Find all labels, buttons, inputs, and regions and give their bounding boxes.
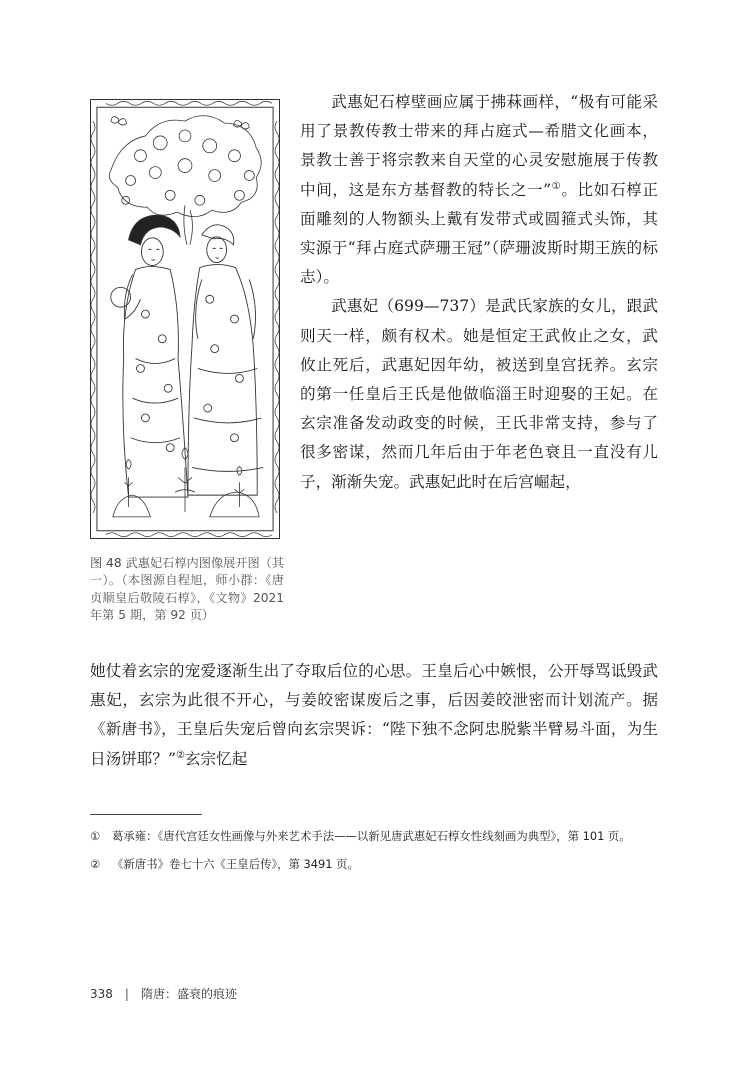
paragraph-2-text: 武惠妃（699—737）是武氏家族的女儿，跟武则天一样，颇有权术。她是恒定王武攸止之女，武攸止死后，武惠妃因年幼，被送到皇宫抚养。玄宗的第一任皇后王氏是他做临淄王时迎娶的王妃。在玄宗准备发动政变的时候，王氏非常支持，参与了很多密谋，然而几年后由于年老色衰且一直没有儿子，渐渐失宠。武惠妃此时在后宫崛起， <box>300 297 658 491</box>
paragraph-2-continuation: 她仗着玄宗的宠爱逐渐生出了夺取后位的心思。王皇后心中嫉恨，公开辱骂诋毁武惠妃，玄宗为此很不开心，与姜皎密谋废后之事，后因姜皎泄密而计划流产。据《新唐书》，王皇后失宠后曾向玄宗哭诉：“陛下独不念阿忠脱紫半臂易斗面，为生日汤饼耶？” <box>90 662 658 768</box>
paragraph-1 <box>300 88 658 292</box>
tree-canopy <box>109 116 261 245</box>
ground-flowers <box>113 448 259 517</box>
court-lady-right <box>188 225 263 495</box>
paragraph-2-continuation-end: 玄宗忆起 <box>184 749 248 768</box>
engraving-drawing <box>91 100 279 538</box>
footnote-text: 《新唐书》卷七十六《王皇后传》，第 3491 页。 <box>112 857 359 871</box>
figure-label: 图 48 <box>90 556 122 570</box>
page-number: 338 <box>90 986 113 1001</box>
book-title: 隋唐：盛衰的痕迹 <box>140 987 237 1001</box>
inner-border <box>97 107 273 530</box>
footnote-divider <box>90 814 202 815</box>
footnote-ref-1[interactable]: ① <box>551 180 562 192</box>
paragraph-2 <box>300 292 658 496</box>
paragraph-1-text: 武惠妃石椁壁画应属于拂菻画样，“极有可能采用了景教传教士带来的拜占庭式—希腊文化画本，景教士善于将宗教来自天堂的心灵安慰施展于传教中间，这是东方基督教的特长之一” <box>300 93 658 199</box>
footer-separator: | <box>124 986 129 1001</box>
butterfly-icon <box>111 117 250 129</box>
figure-illustration <box>90 99 280 539</box>
footnote-item <box>90 856 658 873</box>
body-right-column <box>300 88 658 497</box>
footnote-ref-2[interactable]: ② <box>175 749 185 761</box>
figure-caption <box>90 555 284 624</box>
footnotes <box>90 828 658 884</box>
court-lady-left <box>111 215 188 497</box>
figure-caption-text: 武惠妃石椁内图像展开图（其一）。（本图源自程旭，师小群：《唐贞顺皇后敬陵石椁》，《文物》2021 年第 5 期，第 92 页） <box>90 556 285 622</box>
page-footer <box>90 985 237 1002</box>
footnote-item <box>90 828 658 845</box>
paragraph-1-text-cont: 。比如石椁正面雕刻的人物额头上戴有发带式或圆箍式头饰，其实源于“拜占庭式萨珊王冠”（萨珊波斯时期王族的标志）。 <box>300 180 658 287</box>
footnote-text: 葛承雍：《唐代宫廷女性画像与外来艺术手法——以新见唐武惠妃石椁女性线刻画为典型》，第 101 页。 <box>112 829 631 843</box>
body-full-width <box>90 657 658 774</box>
footnote-mark: ② <box>90 857 101 871</box>
footnote-mark: ① <box>90 829 101 843</box>
